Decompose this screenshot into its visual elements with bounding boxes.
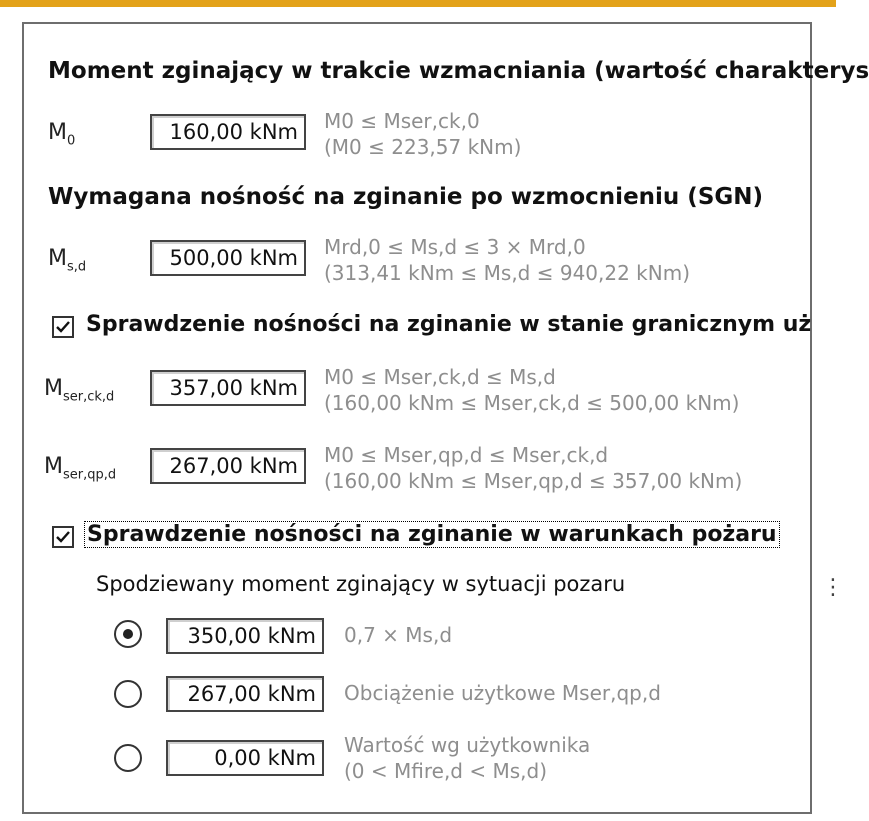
bending-moment-panel <box>22 22 869 814</box>
fire-option-radio-3[interactable] <box>114 744 142 772</box>
m0-input[interactable]: 160,00 kNm <box>150 114 306 150</box>
fire-option-hint-2: Obciążenie użytkowe Mser,qp,d <box>344 681 661 705</box>
fire-option-radio-2[interactable] <box>114 680 142 708</box>
mserck-hint-line2: (160,00 kNm ≤ Mser,ck,d ≤ 500,00 kNm) <box>324 391 740 415</box>
symbol-msd-base: M <box>48 246 67 271</box>
symbol-mserqp-sub: ser,qp,d <box>62 467 117 483</box>
symbol-mserqp-base: M <box>44 454 63 479</box>
sls-check-checkbox[interactable] <box>52 316 74 338</box>
mserqp-hint-line2: (160,00 kNm ≤ Mser,qp,d ≤ 357,00 kNm) <box>324 469 743 493</box>
section-heading-m0: Moment zginający w trakcie wzmacniania (wartość charakterys <box>48 58 869 84</box>
section-heading-msd: Wymagana nośność na zginanie po wzmocnieniu (SGN) <box>48 184 764 210</box>
symbol-m0 <box>48 120 75 148</box>
m0-hint-line1: M0 ≤ Mser,ck,0 <box>324 109 480 133</box>
vertical-ellipsis-icon[interactable]: ⋮ <box>822 575 844 600</box>
checkmark-icon <box>55 529 71 545</box>
symbol-mserqp <box>44 454 116 482</box>
msd-hint-line1: Mrd,0 ≤ Ms,d ≤ 3 × Mrd,0 <box>324 235 586 259</box>
msd-hint-line2: (313,41 kNm ≤ Ms,d ≤ 940,22 kNm) <box>324 261 691 285</box>
m0-hint-line2: (M0 ≤ 223,57 kNm) <box>324 135 522 159</box>
symbol-msd-sub: s,d <box>66 259 87 275</box>
fire-option-hint-1: 0,7 × Ms,d <box>344 623 453 647</box>
fire-option-radio-1[interactable] <box>114 620 142 648</box>
symbol-m0-base: M <box>48 120 67 145</box>
symbol-mserck <box>44 376 114 404</box>
fire-check-checkbox[interactable] <box>52 526 74 548</box>
mserck-input[interactable]: 357,00 kNm <box>150 370 306 406</box>
fire-option-hint-3-line1: Wartość wg użytkownika <box>344 733 591 757</box>
symbol-m0-sub: 0 <box>66 133 76 149</box>
fire-option-input-1[interactable]: 350,00 kNm <box>166 618 324 654</box>
fire-check-label-text: Sprawdzenie nośności na zginanie w warunkach pożaru <box>84 521 780 548</box>
fire-option-input-2[interactable]: 267,00 kNm <box>166 676 324 712</box>
msd-input[interactable]: 500,00 kNm <box>150 240 306 276</box>
mserck-hint-line1: M0 ≤ Mser,ck,d ≤ Ms,d <box>324 365 556 389</box>
fire-option-input-3[interactable]: 0,00 kNm <box>166 740 324 776</box>
accent-bar <box>0 0 836 7</box>
fire-option-hint-3-line2: (0 < Mfire,d < Ms,d) <box>344 759 547 783</box>
fire-subheading: Spodziewany moment zginający w sytuacji pozaru <box>96 572 626 596</box>
symbol-msd <box>48 246 86 274</box>
symbol-mserck-base: M <box>44 376 63 401</box>
mserqp-input[interactable]: 267,00 kNm <box>150 448 306 484</box>
fire-check-label[interactable] <box>84 522 780 547</box>
sls-check-label[interactable]: Sprawdzenie nośności na zginanie w stanie granicznym uż <box>86 312 812 337</box>
checkmark-icon <box>55 319 71 335</box>
symbol-mserck-sub: ser,ck,d <box>62 389 115 405</box>
radio-selected-dot <box>123 629 133 639</box>
mserqp-hint-line1: M0 ≤ Mser,qp,d ≤ Mser,ck,d <box>324 443 609 467</box>
